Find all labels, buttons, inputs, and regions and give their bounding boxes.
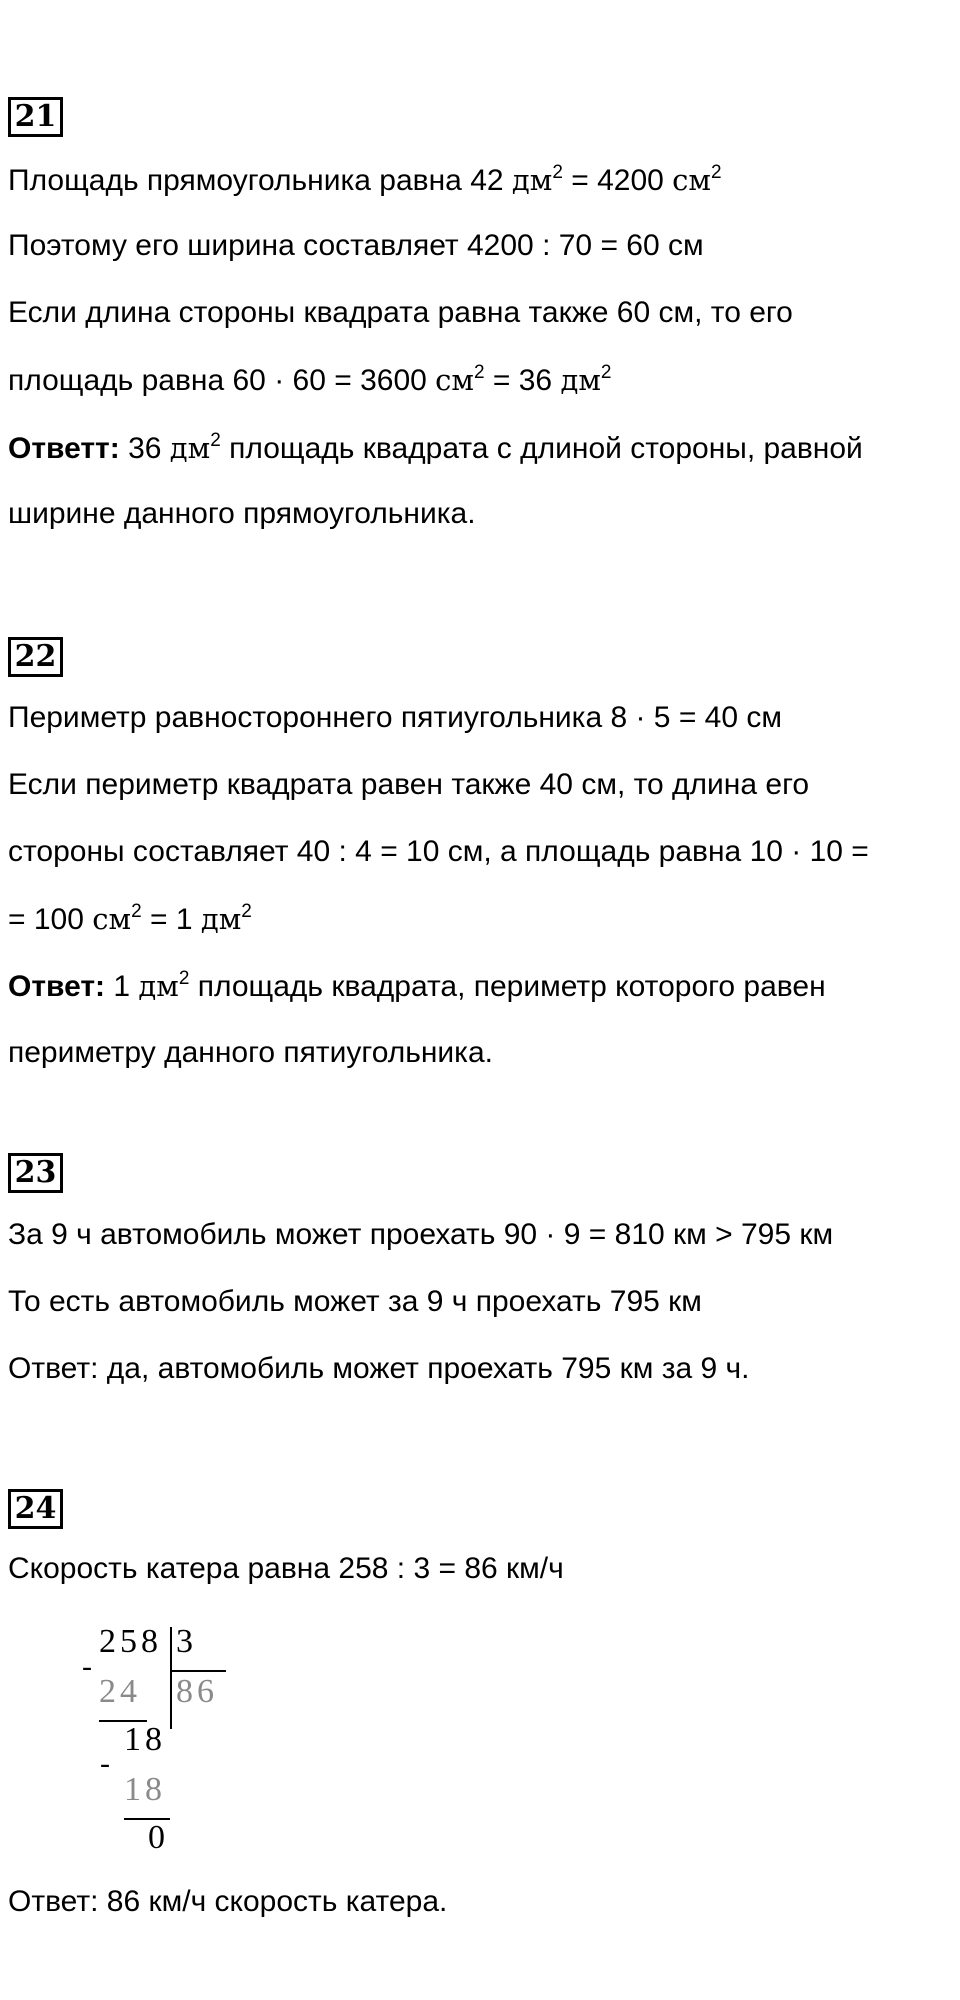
- subtrahend-1: 24: [99, 1673, 141, 1710]
- unit: дм: [511, 163, 553, 197]
- problem-21-line-2: Поэтому его ширина составляет 4200 : 70 = 60 см: [8, 229, 704, 262]
- dividend: 258: [99, 1623, 162, 1660]
- unit: дм: [560, 363, 601, 397]
- problem-22-line-2: Если периметр квадрата равен также 40 см, то длина его: [8, 768, 810, 801]
- problem-22-line-6: периметру данного пятиугольника.: [8, 1036, 493, 1069]
- unit: дм: [200, 902, 242, 936]
- minus-sign-2: -: [100, 1747, 114, 1780]
- text-segment: 1: [105, 970, 139, 1003]
- superscript: 2: [710, 162, 722, 183]
- unit: дм: [169, 431, 211, 465]
- problem-22-number: 22: [8, 637, 63, 677]
- problem-22-line-1: Периметр равностороннего пятиугольника 8 · 5 = 40 см: [8, 701, 783, 734]
- problem-23-number: 23: [8, 1153, 63, 1193]
- text-segment: Площадь прямоугольника равна 42: [8, 164, 512, 197]
- problem-23-line-2: То есть автомобиль может за 9 ч проехать 795 км: [8, 1285, 702, 1318]
- text-segment: = 100: [8, 903, 93, 936]
- problem-21-line-1: [8, 160, 722, 201]
- division-vertical-rule: [170, 1627, 172, 1729]
- superscript: 2: [552, 162, 563, 183]
- problem-21-line-6: ширине данного прямоугольника.: [8, 497, 476, 530]
- answer-label: Ответт:: [8, 432, 120, 465]
- minus-sign-1: -: [82, 1650, 96, 1683]
- text-segment: 36: [119, 432, 170, 465]
- divisor: 3: [176, 1623, 197, 1660]
- problem-21-line-4: [8, 360, 611, 401]
- superscript: 2: [210, 430, 221, 451]
- text-segment: площадь квадрата с длиной стороны, равной: [220, 432, 863, 465]
- remainder-1: 18: [124, 1721, 166, 1758]
- unit: см: [435, 363, 474, 397]
- unit: см: [672, 163, 711, 197]
- problem-21-number: 21: [8, 97, 63, 137]
- text-segment: площадь квадрата, периметр которого равен: [189, 970, 826, 1003]
- superscript: 2: [241, 901, 252, 922]
- text-segment: = 1: [141, 903, 201, 936]
- unit: см: [92, 902, 132, 936]
- superscript: 2: [600, 362, 612, 383]
- problem-24-number: 24: [8, 1489, 63, 1529]
- text-segment: площадь равна 60 · 60 = 3600: [8, 364, 436, 397]
- problem-24-line-1: Скорость катера равна 258 : 3 = 86 км/ч: [8, 1552, 564, 1585]
- text-segment: = 4200: [562, 164, 673, 197]
- final-remainder: 0: [148, 1819, 169, 1856]
- unit: дм: [138, 969, 179, 1003]
- problem-22-line-3: стороны составляет 40 : 4 = 10 см, а площадь равна 10 · 10 =: [8, 835, 869, 868]
- problem-23-line-1: За 9 ч автомобиль может проехать 90 · 9 = 810 км > 795 км: [8, 1218, 834, 1251]
- text-segment: = 36: [484, 364, 561, 397]
- problem-22-answer-line: [8, 966, 826, 1007]
- answer-label: Ответ:: [8, 970, 106, 1003]
- problem-22-line-4: [8, 899, 252, 940]
- problem-23-line-3: Ответ: да, автомобиль может проехать 795 км за 9 ч.: [8, 1352, 750, 1385]
- problem-21-line-3: Если длина стороны квадрата равна также 60 см, то его: [8, 296, 793, 329]
- problem-24-answer-line: Ответ: 86 км/ч скорость катера.: [8, 1885, 448, 1918]
- superscript: 2: [473, 362, 485, 383]
- quotient: 86: [176, 1673, 218, 1710]
- superscript: 2: [178, 968, 190, 989]
- problem-21-answer-line: [8, 428, 863, 469]
- superscript: 2: [131, 901, 142, 922]
- subtrahend-2: 18: [124, 1771, 166, 1808]
